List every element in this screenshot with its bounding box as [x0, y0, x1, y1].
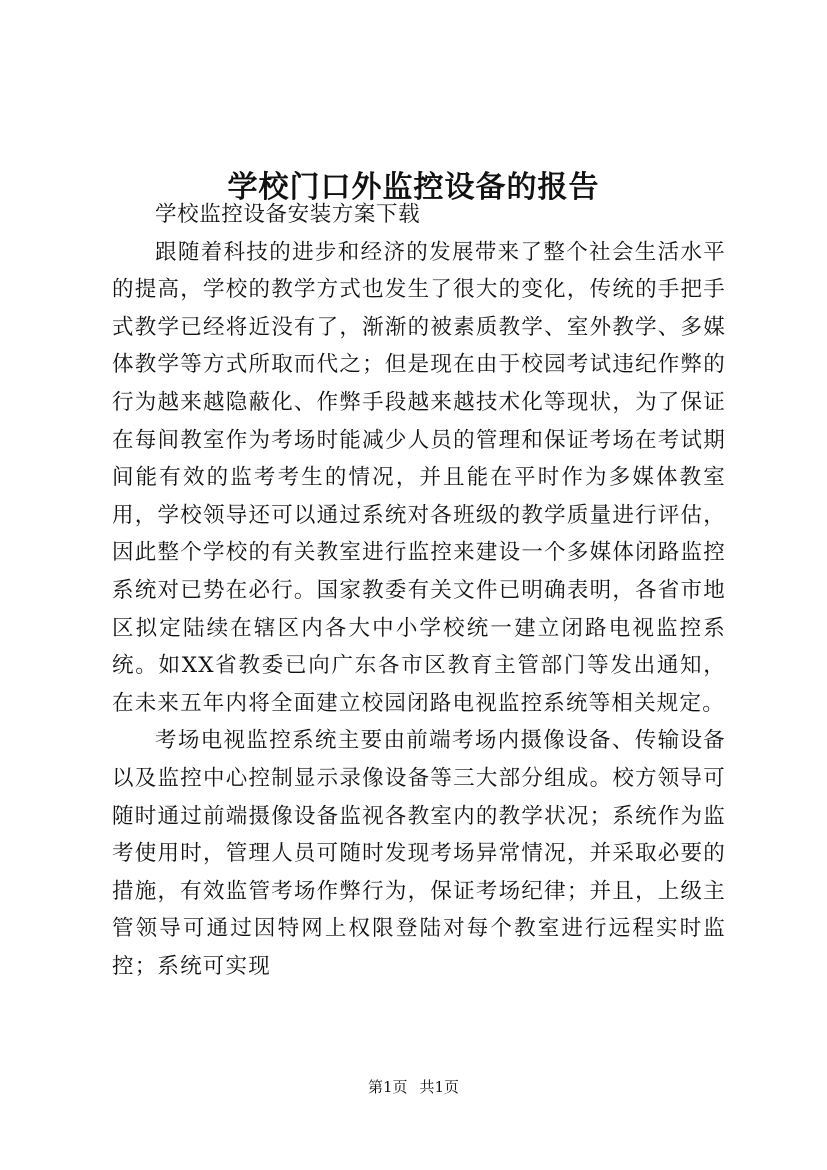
page-footer — [0, 1077, 827, 1097]
page-number: 第1页 — [367, 1078, 408, 1096]
document-subtitle: 学校监控设备安装方案下载 — [155, 202, 421, 227]
page-total: 共1页 — [419, 1078, 460, 1096]
document-body — [112, 196, 726, 985]
document-title: 学校门口外监控设备的报告 — [227, 170, 600, 206]
paragraph: 跟随着科技的进步和经济的发展带来了整个社会生活水平的提高，学校的教学方式也发生了很大的变化，传统的手把手式教学已经将近没有了，渐渐的被素质教学、室外教学、多媒体教学等方式所取而代之；但是现在由于校园考试违纪作弊的行为越来越隐蔽化、作弊手段越来越技术化等现状，为了保证在每间教室作为考场时能减少人员的管理和保证考场在考试期间能有效的监考考生的情况，并且能在平时作为多媒体教室用，学校领导还可以通过系统对各班级的教学质量进行评估，因此整个学校的有关教室进行监控来建设一个多媒体闭路监控系统对已势在必行。国家教委有关文件已明确表明，各省市地区拟定陆续在辖区内各大中小学校统一建立闭路电视监控系统。如XX省教委已向广东各市区教育主管部门等发出通知，在未来五年内将全面建立校园闭路电视监控系统等相关规定。 — [112, 239, 726, 716]
paragraph: 考场电视监控系统主要由前端考场内摄像设备、传输设备以及监控中心控制显示录像设备等三大部分组成。校方领导可随时通过前端摄像设备监视各教室内的教学状况；系统作为监考使用时，管理人员可随时发现考场异常情况，并采取必要的措施，有效监管考场作弊行为，保证考场纪律；并且，上级主管领导可通过因特网上权限登陆对每个教室进行远程实时监控；系统可实现 — [112, 728, 726, 979]
